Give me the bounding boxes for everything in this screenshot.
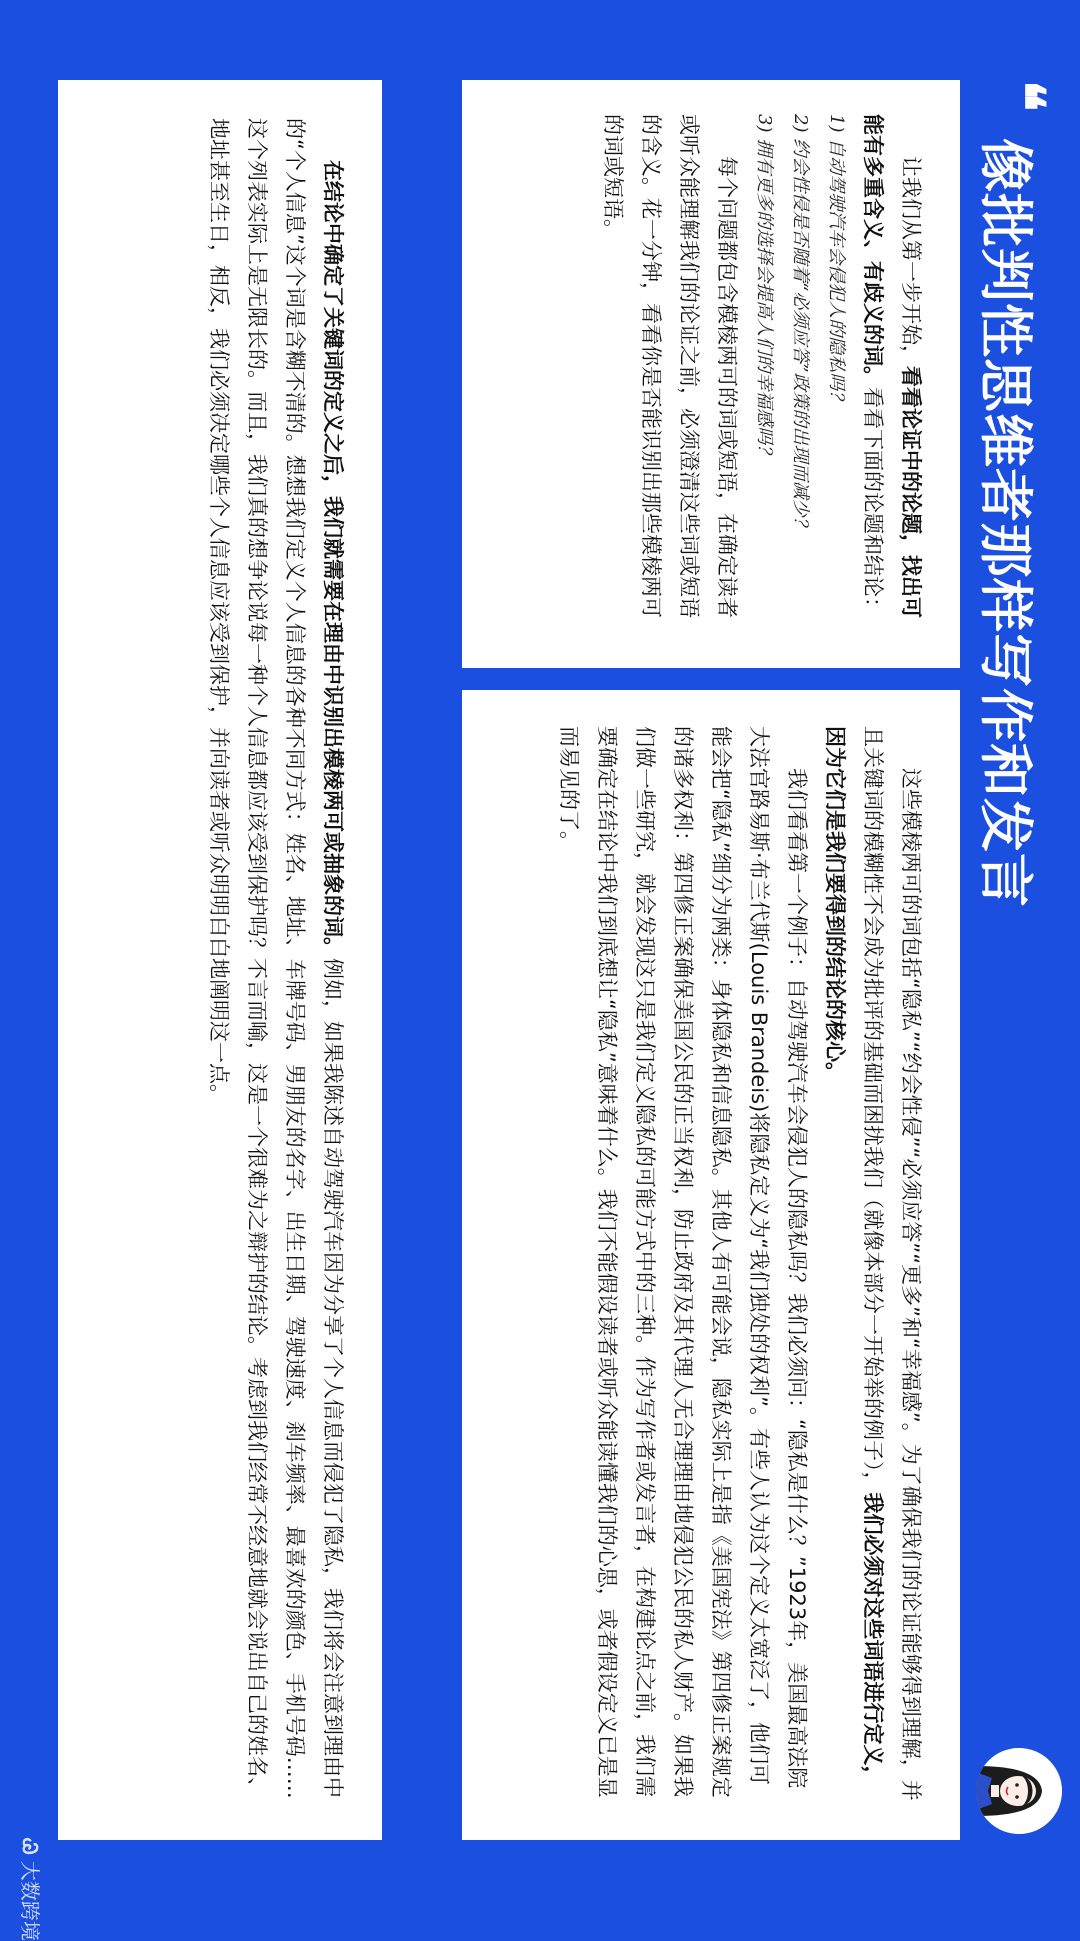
- intro-paragraph: [854, 114, 930, 634]
- watermark: [17, 1838, 46, 1941]
- intro-text-end: 看看下面的论题和结论：: [861, 387, 885, 618]
- definition-text: 这些模棱两可的词包括“隐私”“约会性侵”“必须应答”“更多”和“幸福感”。为了确保我们的论证能够得到理解，并且关键词的模糊性不会成为批评的基础而困扰我们（就像本部分一开始举的例子），: [861, 726, 923, 1801]
- definition-card: [462, 690, 960, 1840]
- avatar-illustration-icon: [976, 1748, 1062, 1834]
- intro-text: 让我们从第一步开始，: [899, 156, 923, 366]
- reasons-bold-text: 在结论中确定了关键词的定义之后，我们就需要在理由中识别出模棱两可或抽象的词。: [321, 160, 345, 958]
- question-list: [746, 114, 854, 634]
- quote-mark-icon: ❝: [989, 80, 1057, 112]
- definition-bold-text: 我们必须对这些词语进行定义，因为它们是我们要得到的结论的核心。: [823, 726, 885, 1787]
- intro-card: [462, 80, 960, 668]
- watermark-text: 大数跨境: [18, 1860, 42, 1941]
- list-item: 3) 拥有更多的选择会提高人们的幸福感吗？: [754, 114, 775, 463]
- reasons-text: 例如，如果我陈述自动驾驶汽车因为分享了个人信息而侵犯了隐私，我们将会注意到理由中的“个人信息”这个词是含糊不清的。想想我们定义个人信息的各种不同方式：姓名、地址、车牌号码、男朋友的名字、出生日期、驾驶速度、刹车频率、最喜欢的颜色、手机号码……这个列表实际上是无限长的。而且，我们真的想争论说每一种个人信息都应该受到保护吗？不言而喻，这是一个很难为之辩护的结论。考虑到我们经常不经意地就会说出自己的姓名、地址甚至生日，相反，我们必须决定哪些个人信息应该受到保护，并向读者或听众明明白白地阐明这一点。: [207, 118, 345, 1799]
- watermark-logo-icon: Ꮚ: [18, 1838, 42, 1855]
- list-item: 1) 自动驾驶汽车会侵犯人的隐私吗？: [826, 114, 847, 409]
- author-avatar: [976, 1748, 1062, 1834]
- page-title: 像批判性思维者那样写作和发言: [974, 138, 1037, 908]
- definition-paragraph: [816, 726, 930, 1804]
- reasons-paragraph: [200, 118, 352, 1802]
- intro-bold-text: 看看论证中的论题，找出可能有多重含义、有歧义的词。: [861, 114, 923, 618]
- reasons-card: [58, 80, 382, 1840]
- privacy-example-paragraph: 我们看看第一个例子：自动驾驶汽车会侵犯人的隐私吗？我们必须问：“隐私是什么？”1923年，美国最高法院大法官路易斯·布兰代斯(Louis Brandeis)将隐私定义为“我们独处的权利”。有些人认为这个定义太宽泛了，他们可能会把“隐私”细分为两类：身体隐私和信息隐私。其他人有可能会说，隐私实际上是指《美国宪法》第四修正案规定的诸多权利：第四修正案确保美国公民的正当权利，防止政府及其代理人无合理理由地侵犯公民的私人财产。如果我们做一些研究，就会发现这只是我们定义隐私的可能方式中的三种。作为写作者或发言者，在构建论点之前，我们需要确定在结论中我们到底想让“隐私”意味着什么。我们不能假设读者或听众能读懂我们的心思，或者假设定义已是显而易见的了。: [557, 726, 809, 1798]
- question-paragraph: 每个问题都包含模棱两可的词或短语，在确定读者或听众能理解我们的论证之前，必须澄清这些词或短语的含义。花一分钟，看看你是否能识别出那些模棱两可的词或短语。: [601, 114, 739, 618]
- list-item: 2) 约会性侵是否随着“必须应答”政策的出现而减少？: [790, 114, 811, 535]
